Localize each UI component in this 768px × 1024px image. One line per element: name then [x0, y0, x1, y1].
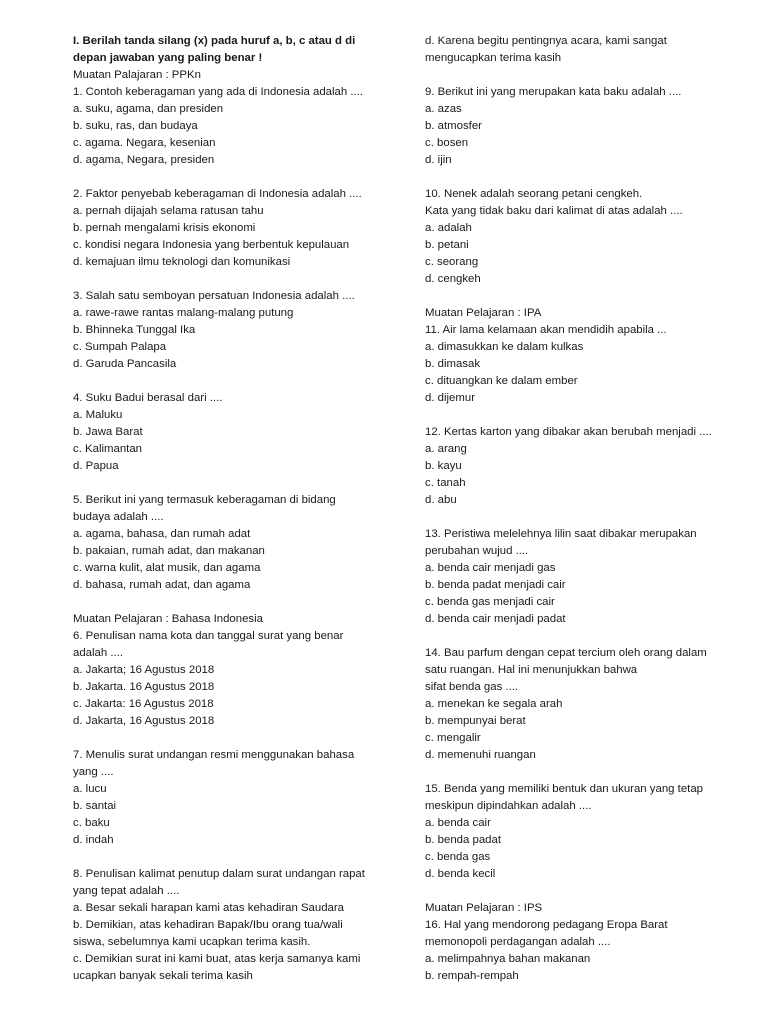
question-text: 15. Benda yang memiliki bentuk dan ukuran yang tetap: [425, 783, 703, 795]
answer-option: c. benda gas menjadi cair: [425, 596, 555, 608]
question-text: 16. Hal yang mendorong pedagang Eropa Barat: [425, 919, 668, 931]
blank-line: [425, 509, 735, 526]
subject-heading: Muatan Palajaran : PPKn: [73, 69, 201, 81]
answer-option: c. Sumpah Palapa: [73, 341, 167, 353]
answer-option: d. abu: [425, 494, 457, 506]
blank-line: [73, 475, 393, 492]
blank-line: [425, 407, 735, 424]
blank-line: [73, 373, 393, 390]
answer-option: c. Jakarta: 16 Agustus 2018: [73, 698, 214, 710]
answer-option: b. santai: [73, 800, 117, 812]
question-text: 1. Contoh keberagaman yang ada di Indonesia adalah ....: [73, 86, 364, 98]
answer-option: b. suku, ras, dan budaya: [73, 120, 198, 132]
answer-option: a. benda cair: [425, 817, 491, 829]
question-continuation: ucapkan banyak sekali terima kasih: [73, 970, 253, 982]
answer-option: d. ijin: [425, 154, 452, 166]
instruction-text: I. Berilah tanda silang (x) pada huruf a, b, c atau d di: [73, 35, 356, 47]
answer-option: d. Garuda Pancasila: [73, 358, 177, 370]
answer-option: c. agama. Negara, kesenian: [73, 137, 216, 149]
question-continuation: satu ruangan. Hal ini menunjukkan bahwa: [425, 664, 638, 676]
answer-option: c. mengalir: [425, 732, 481, 744]
question-text: 10. Nenek adalah seorang petani cengkeh.: [425, 188, 643, 200]
answer-option: d. cengkeh: [425, 273, 481, 285]
answer-option: d. indah: [73, 834, 114, 846]
answer-option: c. warna kulit, alat musik, dan agama: [73, 562, 261, 574]
question-text: 14. Bau parfum dengan cepat tercium oleh orang dalam: [425, 647, 707, 659]
answer-option: d. agama, Negara, presiden: [73, 154, 215, 166]
question-text: 9. Berikut ini yang merupakan kata baku adalah ....: [425, 86, 682, 98]
answer-option: d. Karena begitu pentingnya acara, kami sangat: [425, 35, 667, 47]
question-text: 4. Suku Badui berasal dari ....: [73, 392, 223, 404]
answer-option: c. Kalimantan: [73, 443, 143, 455]
instruction-text: depan jawaban yang paling benar !: [73, 52, 263, 64]
question-continuation: yang ....: [73, 766, 114, 778]
answer-option: b. kayu: [425, 460, 462, 472]
answer-option: c. benda gas: [425, 851, 491, 863]
subject-heading: Muatan Pelajaran : IPS: [425, 902, 543, 914]
answer-option: b. dimasak: [425, 358, 481, 370]
answer-option: b. atmosfer: [425, 120, 482, 132]
blank-line: [73, 271, 393, 288]
answer-option: a. Maluku: [73, 409, 123, 421]
subject-heading: Muatan Pelajaran : Bahasa Indonesia: [73, 613, 263, 625]
question-continuation: mengucapkan terima kasih: [425, 52, 562, 64]
answer-option: c. dituangkan ke dalam ember: [425, 375, 578, 387]
answer-option: a. Besar sekali harapan kami atas kehadiran Saudara: [73, 902, 345, 914]
question-text: 5. Berikut ini yang termasuk keberagaman di bidang: [73, 494, 336, 506]
answer-option: b. Demikian, atas kehadiran Bapak/Ibu orang tua/wali: [73, 919, 343, 931]
answer-option: d. bahasa, rumah adat, dan agama: [73, 579, 251, 591]
answer-option: a. agama, bahasa, dan rumah adat: [73, 528, 251, 540]
blank-line: [425, 883, 735, 900]
answer-option: c. kondisi negara Indonesia yang berbentuk kepulauan: [73, 239, 350, 251]
question-text: 11. Air lama kelamaan akan mendidih apabila ...: [425, 324, 667, 336]
answer-option: d. dijemur: [425, 392, 476, 404]
question-text: 3. Salah satu semboyan persatuan Indonesia adalah ....: [73, 290, 355, 302]
answer-option: b. petani: [425, 239, 469, 251]
blank-line: [73, 730, 393, 747]
question-text: 13. Peristiwa melelehnya lilin saat dibakar merupakan: [425, 528, 697, 540]
answer-option: d. Jakarta, 16 Agustus 2018: [73, 715, 215, 727]
answer-option: c. tanah: [425, 477, 466, 489]
answer-option: a. Jakarta; 16 Agustus 2018: [73, 664, 215, 676]
question-text: 8. Penulisan kalimat penutup dalam surat undangan rapat: [73, 868, 365, 880]
question-continuation: perubahan wujud ....: [425, 545, 529, 557]
answer-option: c. Demikian surat ini kami buat, atas kerja samanya kami: [73, 953, 361, 965]
question-continuation: adalah ....: [73, 647, 124, 659]
left-column: [73, 33, 393, 985]
blank-line: [425, 169, 735, 186]
answer-option: a. dimasukkan ke dalam kulkas: [425, 341, 584, 353]
blank-line: [425, 288, 735, 305]
answer-option: b. pakaian, rumah adat, dan makanan: [73, 545, 265, 557]
answer-option: b. benda padat menjadi cair: [425, 579, 566, 591]
question-text: 12. Kertas karton yang dibakar akan berubah menjadi ....: [425, 426, 712, 438]
answer-option: a. lucu: [73, 783, 107, 795]
blank-line: [73, 594, 393, 611]
question-text: 6. Penulisan nama kota dan tanggal surat yang benar: [73, 630, 344, 642]
answer-option: c. bosen: [425, 137, 469, 149]
answer-option: d. Papua: [73, 460, 119, 472]
answer-option: b. pernah mengalami krisis ekonomi: [73, 222, 256, 234]
answer-option: d. memenuhi ruangan: [425, 749, 536, 761]
answer-option: a. benda cair menjadi gas: [425, 562, 556, 574]
blank-line: [425, 628, 735, 645]
blank-line: [425, 67, 735, 84]
answer-option: a. menekan ke segala arah: [425, 698, 563, 710]
question-continuation: yang tepat adalah ....: [73, 885, 180, 897]
question-text: 2. Faktor penyebab keberagaman di Indonesia adalah ....: [73, 188, 362, 200]
subject-heading: Muatan Pelajaran : IPA: [425, 307, 542, 319]
answer-option: b. mempunyai berat: [425, 715, 526, 727]
answer-option: b. benda padat: [425, 834, 502, 846]
question-continuation: siswa, sebelumnya kami ucapkan terima kasih.: [73, 936, 311, 948]
question-continuation: sifat benda gas ....: [425, 681, 519, 693]
answer-option: b. Jawa Barat: [73, 426, 143, 438]
question-text: 7. Menulis surat undangan resmi menggunakan bahasa: [73, 749, 355, 761]
answer-option: a. melimpahnya bahan makanan: [425, 953, 591, 965]
answer-option: c. baku: [73, 817, 110, 829]
answer-option: d. benda kecil: [425, 868, 496, 880]
answer-option: a. adalah: [425, 222, 472, 234]
question-continuation: Kata yang tidak baku dari kalimat di atas adalah ....: [425, 205, 683, 217]
blank-line: [425, 764, 735, 781]
answer-option: b. Bhinneka Tunggal Ika: [73, 324, 196, 336]
answer-option: a. azas: [425, 103, 462, 115]
right-column: [425, 33, 735, 985]
answer-option: d. kemajuan ilmu teknologi dan komunikasi: [73, 256, 291, 268]
blank-line: [73, 169, 393, 186]
answer-option: b. Jakarta. 16 Agustus 2018: [73, 681, 215, 693]
blank-line: [73, 849, 393, 866]
answer-option: d. benda cair menjadi padat: [425, 613, 566, 625]
question-continuation: memonopoli perdagangan adalah ....: [425, 936, 611, 948]
answer-option: a. arang: [425, 443, 467, 455]
answer-option: c. seorang: [425, 256, 479, 268]
question-continuation: budaya adalah ....: [73, 511, 164, 523]
answer-option: a. pernah dijajah selama ratusan tahu: [73, 205, 264, 217]
answer-option: a. suku, agama, dan presiden: [73, 103, 224, 115]
answer-option: b. rempah-rempah: [425, 970, 519, 982]
answer-option: a. rawe-rawe rantas malang-malang putung: [73, 307, 294, 319]
question-continuation: meskipun dipindahkan adalah ....: [425, 800, 592, 812]
